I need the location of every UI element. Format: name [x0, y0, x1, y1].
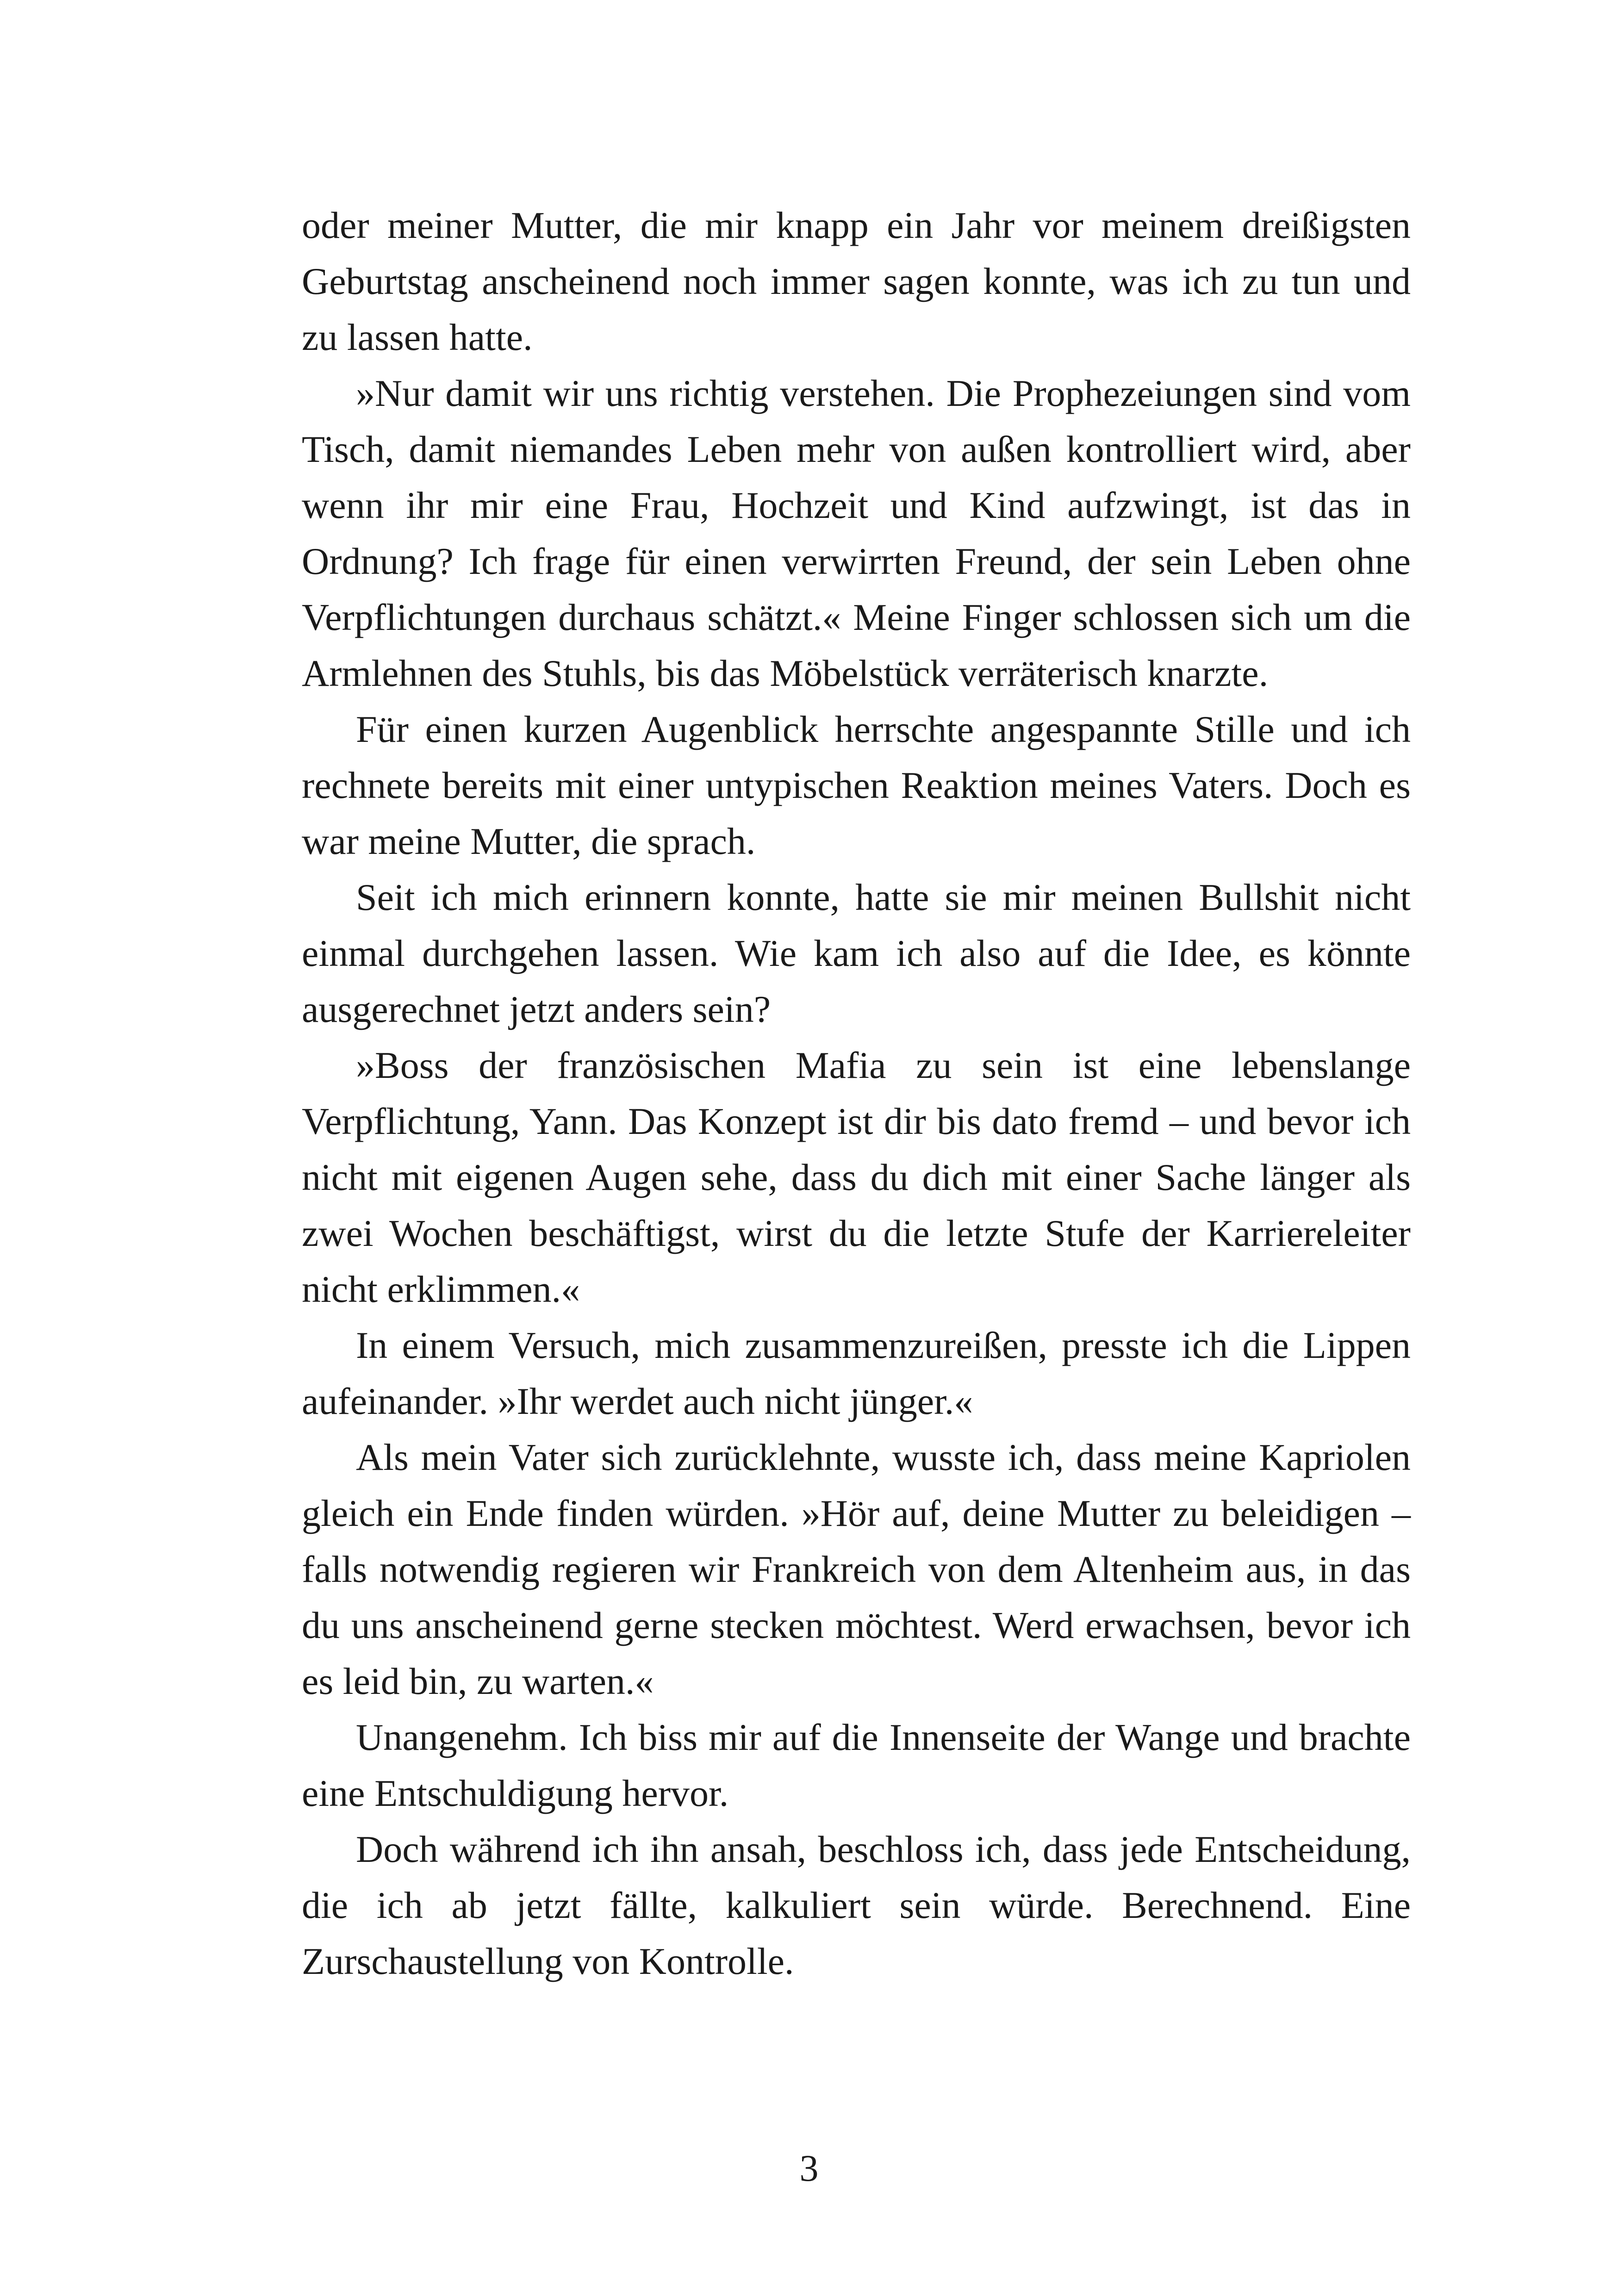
paragraph-1: oder meiner Mutter, die mir knapp ein Jahr vor meinem dreißigsten Geburtstag anscheinend noch immer sagen konnte, was ich zu tun und zu lassen hatte.	[302, 204, 1411, 358]
paragraph-8: Unangenehm. Ich biss mir auf die Innenseite der Wange und brachte eine Entschuldigung hervor.	[302, 1716, 1411, 1814]
paragraph-7: Als mein Vater sich zurücklehnte, wusste ich, dass meine Kapriolen gleich ein Ende finden würden. »Hör auf, deine Mutter zu beleidigen – falls notwendig regieren wir Frankreich von dem Altenheim aus, in das du uns anscheinend gerne stecken möchtest. Werd erwachsen, bevor ich es leid bin, zu warten.«	[302, 1436, 1411, 1702]
paragraph-5: »Boss der französischen Mafia zu sein ist eine lebenslange Verpflichtung, Yann. Das Konzept ist dir bis dato fremd – und bevor ich nicht mit eigenen Augen sehe, dass du dich mit einer Sache länger als zwei Wochen beschäftigst, wirst du die letzte Stufe der Karriereleiter nicht erklimmen.«	[302, 1044, 1411, 1310]
paragraph-2: »Nur damit wir uns richtig verstehen. Die Prophezeiungen sind vom Tisch, damit niemandes Leben mehr von außen kontrolliert wird, aber wenn ihr mir eine Frau, Hochzeit und Kind aufzwingt, ist das in Ordnung? Ich frage für einen verwirrten Freund, der sein Leben ohne Verpflichtungen durchaus schätzt.« Meine Finger schlossen sich um die Armlehnen des Stuhls, bis das Möbelstück verräterisch knarzte.	[302, 372, 1411, 694]
paragraph-9: Doch während ich ihn ansah, beschloss ich, dass jede Entscheidung, die ich ab jetzt fällte, kalkuliert sein würde. Berechnend. Eine Zurschaustellung von Kontrolle.	[302, 1828, 1411, 1982]
page-number: 3	[799, 2147, 819, 2189]
paragraph-3: Für einen kurzen Augenblick herrschte angespannte Stille und ich rechnete bereits mit einer untypischen Reaktion meines Vaters. Doch es war meine Mutter, die sprach.	[302, 708, 1411, 862]
paragraph-6: In einem Versuch, mich zusammenzureißen, presste ich die Lippen aufeinander. »Ihr werdet auch nicht jünger.«	[302, 1324, 1411, 1422]
body-text	[302, 197, 1411, 1989]
paragraph-4: Seit ich mich erinnern konnte, hatte sie mir meinen Bullshit nicht einmal durchgehen lassen. Wie kam ich also auf die Idee, es könnte ausgerechnet jetzt anders sein?	[302, 876, 1411, 1030]
